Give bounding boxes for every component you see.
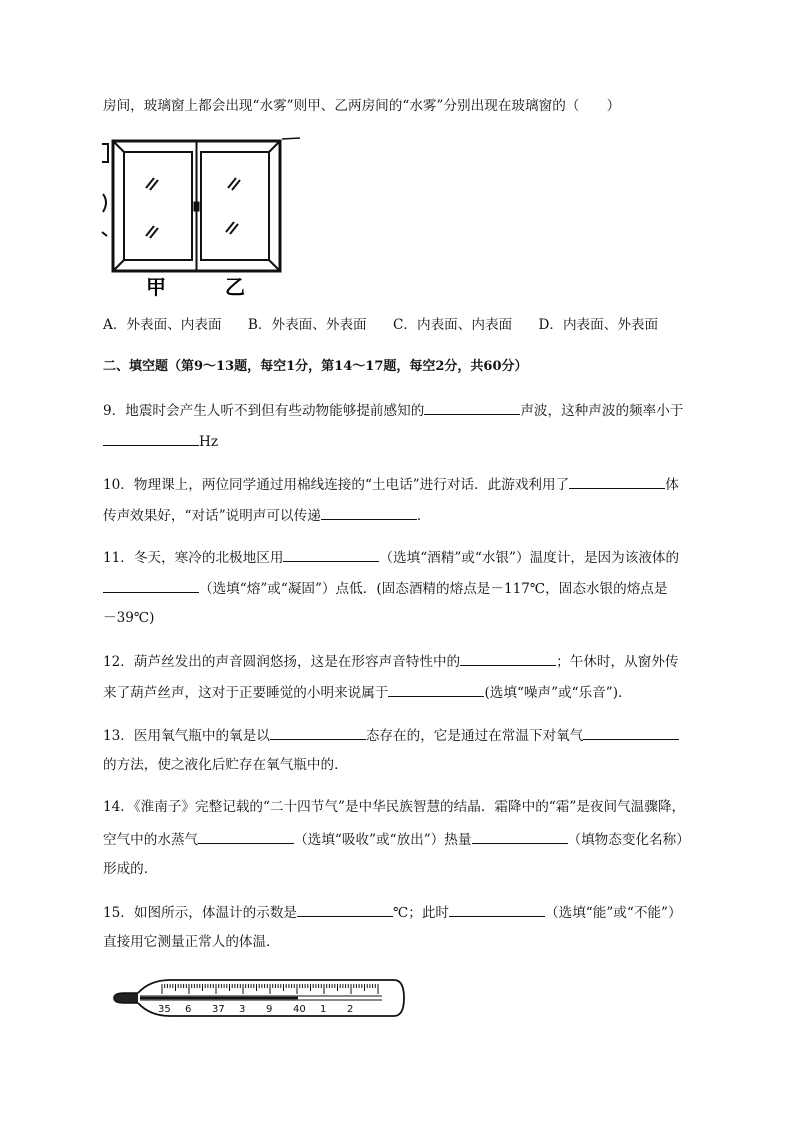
thermometer-scale-label: 3 — [239, 1004, 246, 1015]
thermometer-scale-label: 37 — [212, 1004, 225, 1015]
thermometer-scale-label: 2 — [347, 1004, 354, 1015]
option-d[interactable]: D．内表面、外表面 — [538, 317, 659, 333]
q13-text-b: 态存在的，它是通过在常温下对氧气 — [365, 728, 584, 744]
question-9-line-1 — [103, 400, 683, 420]
window-label-jia: 甲 — [146, 275, 166, 299]
q9-text-b: 声波，这种声波的频率小于 — [520, 403, 684, 419]
q9-blank-2[interactable] — [103, 431, 199, 446]
question-9-line-2 — [103, 431, 218, 451]
q11-text-b: （选填“酒精”或“水银”）温度计，是因为该液体的 — [379, 550, 680, 566]
window-figure — [100, 132, 310, 300]
question-15-line-1 — [103, 902, 682, 922]
thermometer-scale-label: 6 — [185, 1004, 192, 1015]
q11-blank-2[interactable] — [103, 578, 199, 593]
thermometer-scale-label: 35 — [158, 1004, 171, 1015]
q15-text-a: 15．如图所示，体温计的示数是 — [103, 905, 298, 921]
thermometer-figure — [110, 976, 410, 1022]
q15-text-c: （选填“能”或“不能”） — [545, 905, 682, 921]
thermometer-scale-label: 40 — [293, 1004, 306, 1015]
q9-text-a: 9．地震时会产生人听不到但有些动物能够提前感知的 — [103, 403, 425, 419]
q14-text-b: 空气中的水蒸气 — [103, 832, 199, 848]
option-b[interactable]: B．外表面、外表面 — [247, 317, 367, 333]
q10-blank-2[interactable] — [321, 505, 417, 520]
q11-text-a: 11．冬天，寒冷的北极地区用 — [103, 550, 284, 566]
q13-blank-2[interactable] — [583, 725, 679, 740]
q13-text-a: 13．医用氧气瓶中的氧是以 — [103, 728, 270, 744]
question-15-line-2: 直接用它测量正常人的体温． — [103, 934, 280, 950]
q14-blank-1[interactable] — [198, 829, 294, 844]
question-14-line-3: 形成的． — [103, 861, 158, 877]
q12-blank-1[interactable] — [460, 651, 556, 666]
thermometer-scale-label: 9 — [266, 1004, 273, 1015]
question-11-line-3: －39℃) — [103, 610, 155, 626]
q13-blank-1[interactable] — [270, 725, 366, 740]
q12-text-b: ；午休时，从窗外传 — [556, 654, 679, 670]
q14-text-d: （填物态变化名称） — [567, 832, 690, 848]
q9-text-c: Hz — [199, 434, 219, 450]
q12-text-d: (选填“噪声”或“乐音”)． — [484, 685, 632, 701]
q10-text-b: 体 — [665, 477, 679, 493]
q9-blank-1[interactable] — [424, 400, 520, 415]
option-a[interactable]: A．外表面、内表面 — [103, 317, 222, 333]
q10-text-d: ． — [416, 508, 431, 524]
question-11-line-2 — [103, 578, 667, 598]
q12-text-a: 12．葫芦丝发出的声音圆润悠扬，这是在形容声音特性中的 — [103, 654, 461, 670]
q10-blank-1[interactable] — [569, 474, 665, 489]
question-12-line-2 — [103, 682, 632, 702]
thermometer-scale-label: 1 — [320, 1004, 327, 1015]
question-13-line-2: 的方法，使之液化后贮存在氧气瓶中的． — [103, 757, 348, 773]
q11-text-c: （选填“熔”或“凝固”）点低．(固态酒精的熔点是－117℃，固态水银的熔点是 — [199, 581, 668, 597]
question-14-line-1: 14．《淮南子》完整记载的“二十四节气”是中华民族智慧的结晶．霜降中的“霜”是夜间气温骤降， — [103, 799, 686, 815]
q15-blank-1[interactable] — [297, 902, 393, 917]
question-13-line-1 — [103, 725, 679, 745]
q12-blank-2[interactable] — [388, 682, 484, 697]
question-10-line-2 — [103, 505, 430, 525]
q14-blank-2[interactable] — [472, 829, 568, 844]
q12-text-c: 来了葫芦丝声，这对于正要睡觉的小明来说属于 — [103, 685, 389, 701]
option-c[interactable]: C．内表面、内表面 — [392, 317, 513, 333]
question-10-line-1 — [103, 474, 679, 494]
section-title: 二、填空题（第9～13题，每空1分，第14～17题，每空2分，共60分） — [103, 359, 528, 374]
window-label-yi: 乙 — [225, 275, 245, 299]
question-stem-continuation: 房间，玻璃窗上都会出现“水雾”则甲、乙两房间的“水雾”分别出现在玻璃窗的（ ） — [103, 98, 621, 114]
q10-text-c: 传声效果好，“对话”说明声可以传递 — [103, 508, 321, 524]
q14-text-c: （选填“吸收”或“放出”）热量 — [294, 832, 472, 848]
q11-blank-1[interactable] — [283, 547, 379, 562]
question-14-line-2 — [103, 829, 690, 849]
question-11-line-1 — [103, 547, 679, 567]
question-12-line-1 — [103, 651, 678, 671]
q15-blank-2[interactable] — [449, 902, 545, 917]
q10-text-a: 10．物理课上，两位同学通过用棉线连接的“土电话”进行对话．此游戏利用了 — [103, 477, 570, 493]
q15-text-b: ℃；此时 — [393, 905, 450, 921]
options-row — [103, 316, 658, 334]
